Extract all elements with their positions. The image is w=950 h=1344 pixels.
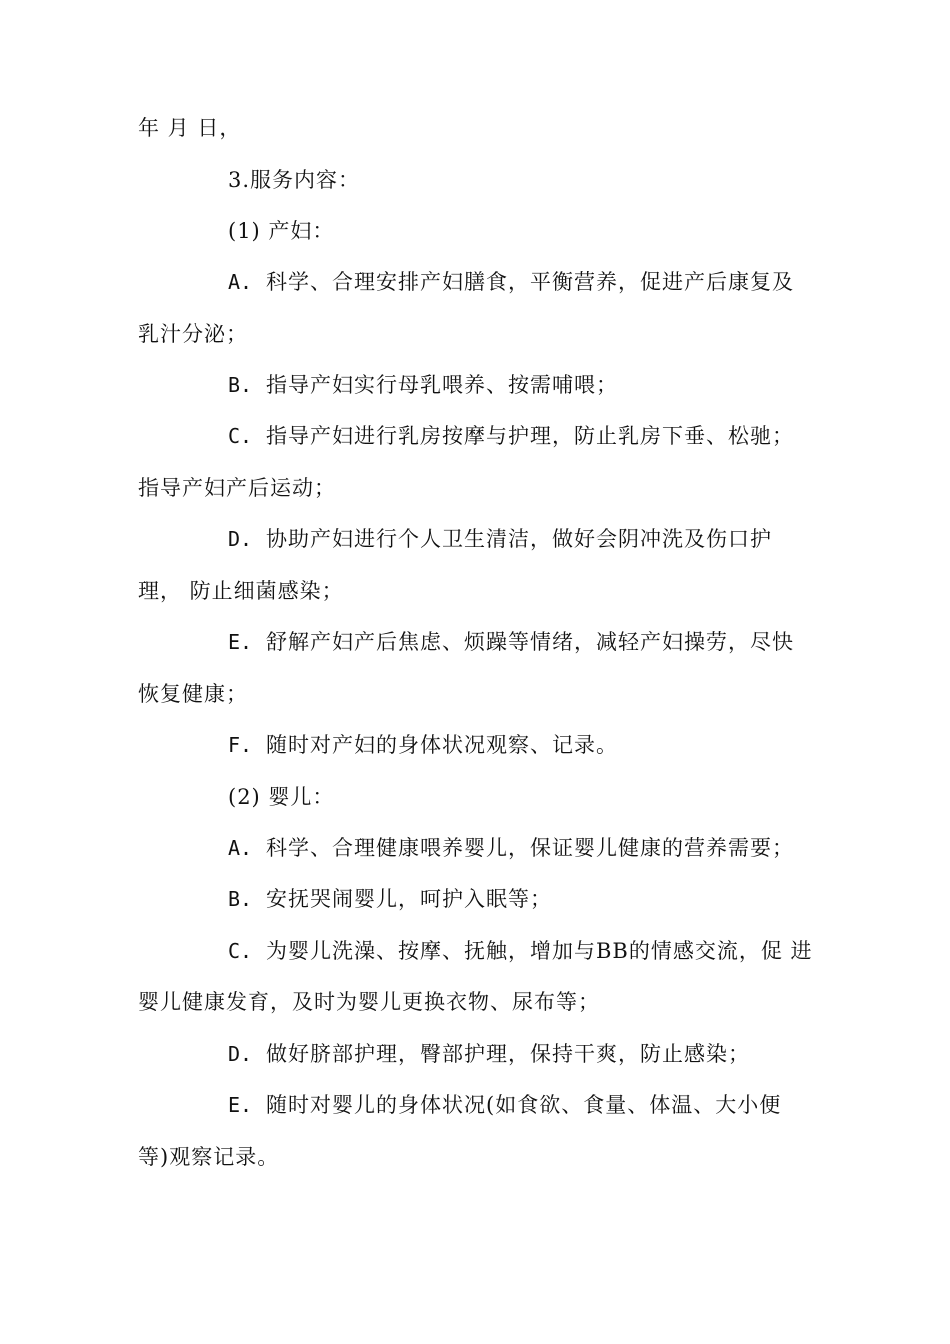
baby-item-d: [228, 1039, 750, 1069]
section-heading: 3.服务内容：: [228, 168, 361, 192]
item-text: 舒解产妇产后焦虑、烦躁等情绪，减轻产妇操劳，尽快: [266, 630, 794, 654]
mother-item-e: [228, 627, 794, 657]
baby-item-c: [228, 936, 813, 966]
item-label: C.: [228, 424, 253, 448]
baby-item-a: [228, 833, 794, 863]
item-text: 科学、合理健康喂养婴儿，保证婴儿健康的营养需要；: [266, 836, 794, 860]
mother-item-c: [228, 421, 794, 451]
mother-item-d-continuation: 理， 防止细菌感染；: [138, 579, 344, 603]
item-label: B.: [228, 373, 253, 397]
item-label: A.: [228, 836, 253, 860]
mother-item-d: [228, 524, 772, 554]
baby-item-b: [228, 884, 552, 914]
item-text: 指导产妇实行母乳喂养、按需哺喂；: [266, 373, 618, 397]
item-text: 随时对产妇的身体状况观察、记录。: [266, 733, 618, 757]
item-label: E.: [228, 630, 253, 654]
item-label: F.: [228, 733, 253, 757]
item-label: B.: [228, 887, 253, 911]
baby-item-e-continuation: 等)观察记录。: [138, 1145, 280, 1169]
item-label: D.: [228, 1042, 253, 1066]
mother-item-c-continuation: 指导产妇产后运动；: [138, 476, 336, 500]
baby-heading: (2) 婴儿：: [228, 785, 335, 809]
item-label: A.: [228, 270, 253, 294]
mother-item-a-continuation: 乳汁分泌；: [138, 322, 248, 346]
item-label: D.: [228, 527, 253, 551]
item-text: 协助产妇进行个人卫生清洁，做好会阴冲洗及伤口护: [266, 527, 772, 551]
item-text: 做好脐部护理，臀部护理，保持干爽，防止感染；: [266, 1042, 750, 1066]
item-label: E.: [228, 1093, 253, 1117]
mother-item-f: [228, 730, 618, 760]
item-text: 为婴儿洗澡、按摩、抚触，增加与BB的情感交流，促 进: [266, 939, 813, 963]
item-text: 科学、合理安排产妇膳食，平衡营养，促进产后康复及: [266, 270, 794, 294]
baby-item-c-continuation: 婴儿健康发育，及时为婴儿更换衣物、尿布等；: [138, 990, 600, 1014]
item-text: 指导产妇进行乳房按摩与护理，防止乳房下垂、松驰；: [266, 424, 794, 448]
mother-heading: (1) 产妇：: [228, 219, 335, 243]
mother-item-b: [228, 370, 618, 400]
item-text: 安抚哭闹婴儿，呵护入眠等；: [266, 887, 552, 911]
item-text: 随时对婴儿的身体状况(如食欲、食量、体温、大小便: [266, 1093, 782, 1117]
mother-item-a: [228, 267, 794, 297]
item-label: C.: [228, 939, 253, 963]
mother-item-e-continuation: 恢复健康；: [138, 682, 248, 706]
date-line: 年 月 日，: [138, 116, 242, 140]
baby-item-e: [228, 1090, 781, 1120]
